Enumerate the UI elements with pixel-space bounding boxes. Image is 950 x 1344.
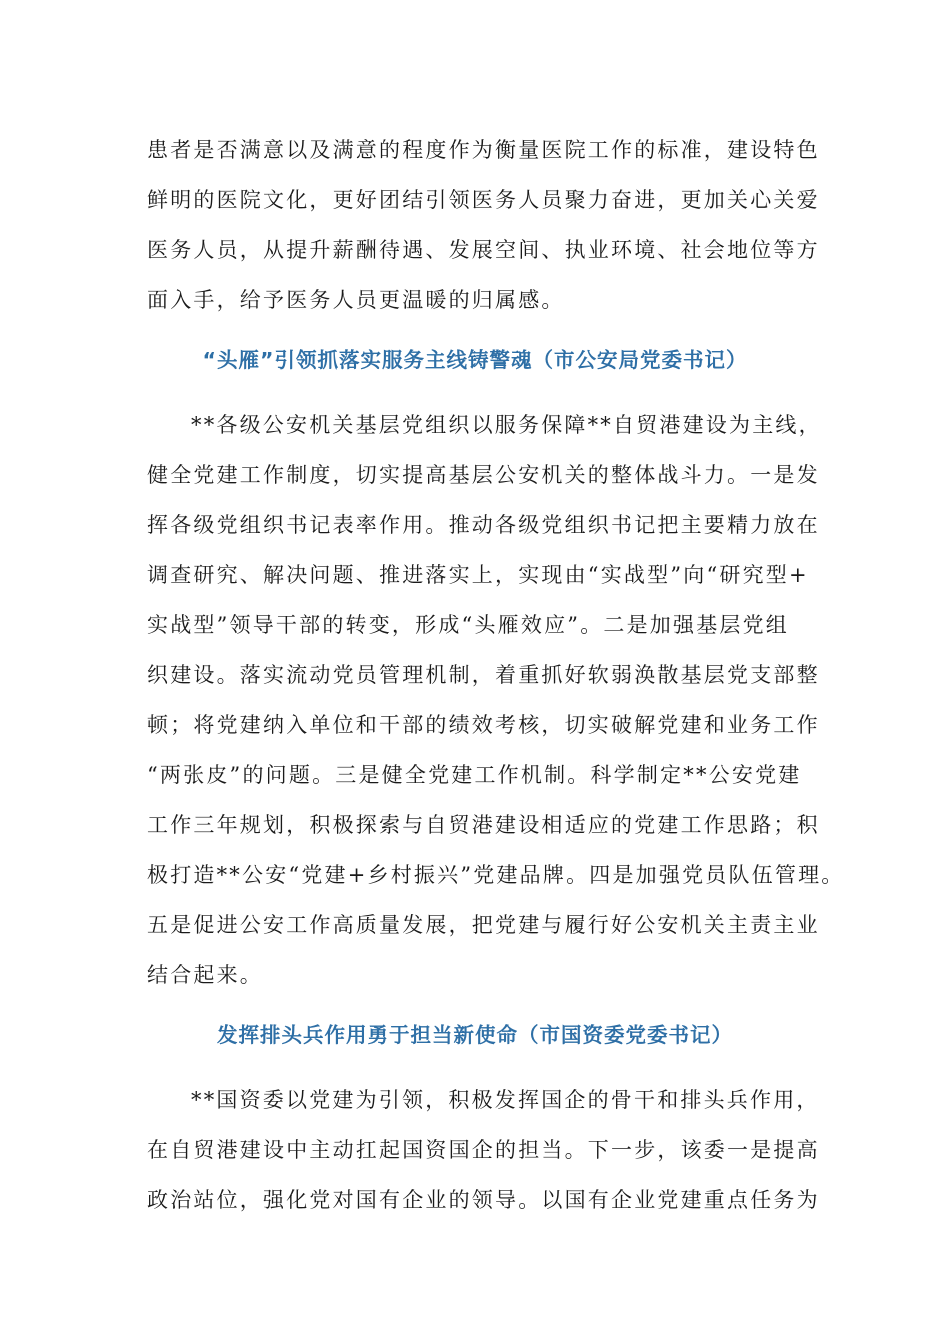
paragraph-line: 面入手，给予医务人员更温暖的归属感。: [147, 288, 565, 312]
paragraph-line: 健全党建工作制度，切实提高基层公安机关的整体战斗力。一是发: [147, 463, 820, 487]
paragraph-line: 工作三年规划，积极探索与自贸港建设相适应的党建工作思路；积: [147, 813, 820, 837]
paragraph-line: 鲜明的医院文化，更好团结引领医务人员聚力奋进，更加关心关爱: [147, 188, 820, 212]
section-heading: “头雁”引领抓落实服务主线铸警魂（市公安局党委书记）: [202, 348, 748, 372]
paragraph-line: 五是促进公安工作高质量发展，把党建与履行好公安机关主责主业: [147, 913, 820, 937]
paragraph-line: “两张皮”的问题。三是健全党建工作机制。科学制定**公安党建: [147, 763, 802, 787]
paragraph-line: 顿；将党建纳入单位和干部的绩效考核，切实破解党建和业务工作: [147, 713, 820, 737]
paragraph-line: 极打造**公安“党建+乡村振兴”党建品牌。四是加强党员队伍管理。: [147, 863, 845, 887]
paragraph-line: 政治站位，强化党对国有企业的领导。以国有企业党建重点任务为: [147, 1188, 820, 1212]
paragraph-line: 调查研究、解决问题、推进落实上，实现由“实战型”向“研究型+: [147, 563, 809, 587]
paragraph-line: 实战型”领导干部的转变，形成“头雁效应”。二是加强基层党组: [147, 613, 790, 637]
paragraph-line: **各级公安机关基层党组织以服务保障**自贸港建设为主线，: [191, 413, 822, 437]
paragraph-line: 挥各级党组织书记表率作用。推动各级党组织书记把主要精力放在: [147, 513, 820, 537]
paragraph-line: 患者是否满意以及满意的程度作为衡量医院工作的标准，建设特色: [147, 138, 820, 162]
paragraph-line: 在自贸港建设中主动扛起国资国企的担当。下一步，该委一是提高: [147, 1138, 820, 1162]
section-heading: 发挥排头兵作用勇于担当新使命（市国资委党委书记）: [217, 1023, 733, 1047]
paragraph-line: 织建设。落实流动党员管理机制，着重抓好软弱涣散基层党支部整: [147, 663, 820, 687]
paragraph-line: 结合起来。: [147, 963, 263, 987]
paragraph-line: 医务人员，从提升薪酬待遇、发展空间、执业环境、社会地位等方: [147, 238, 820, 262]
paragraph-line: **国资委以党建为引领，积极发挥国企的骨干和排头兵作用，: [191, 1088, 820, 1112]
